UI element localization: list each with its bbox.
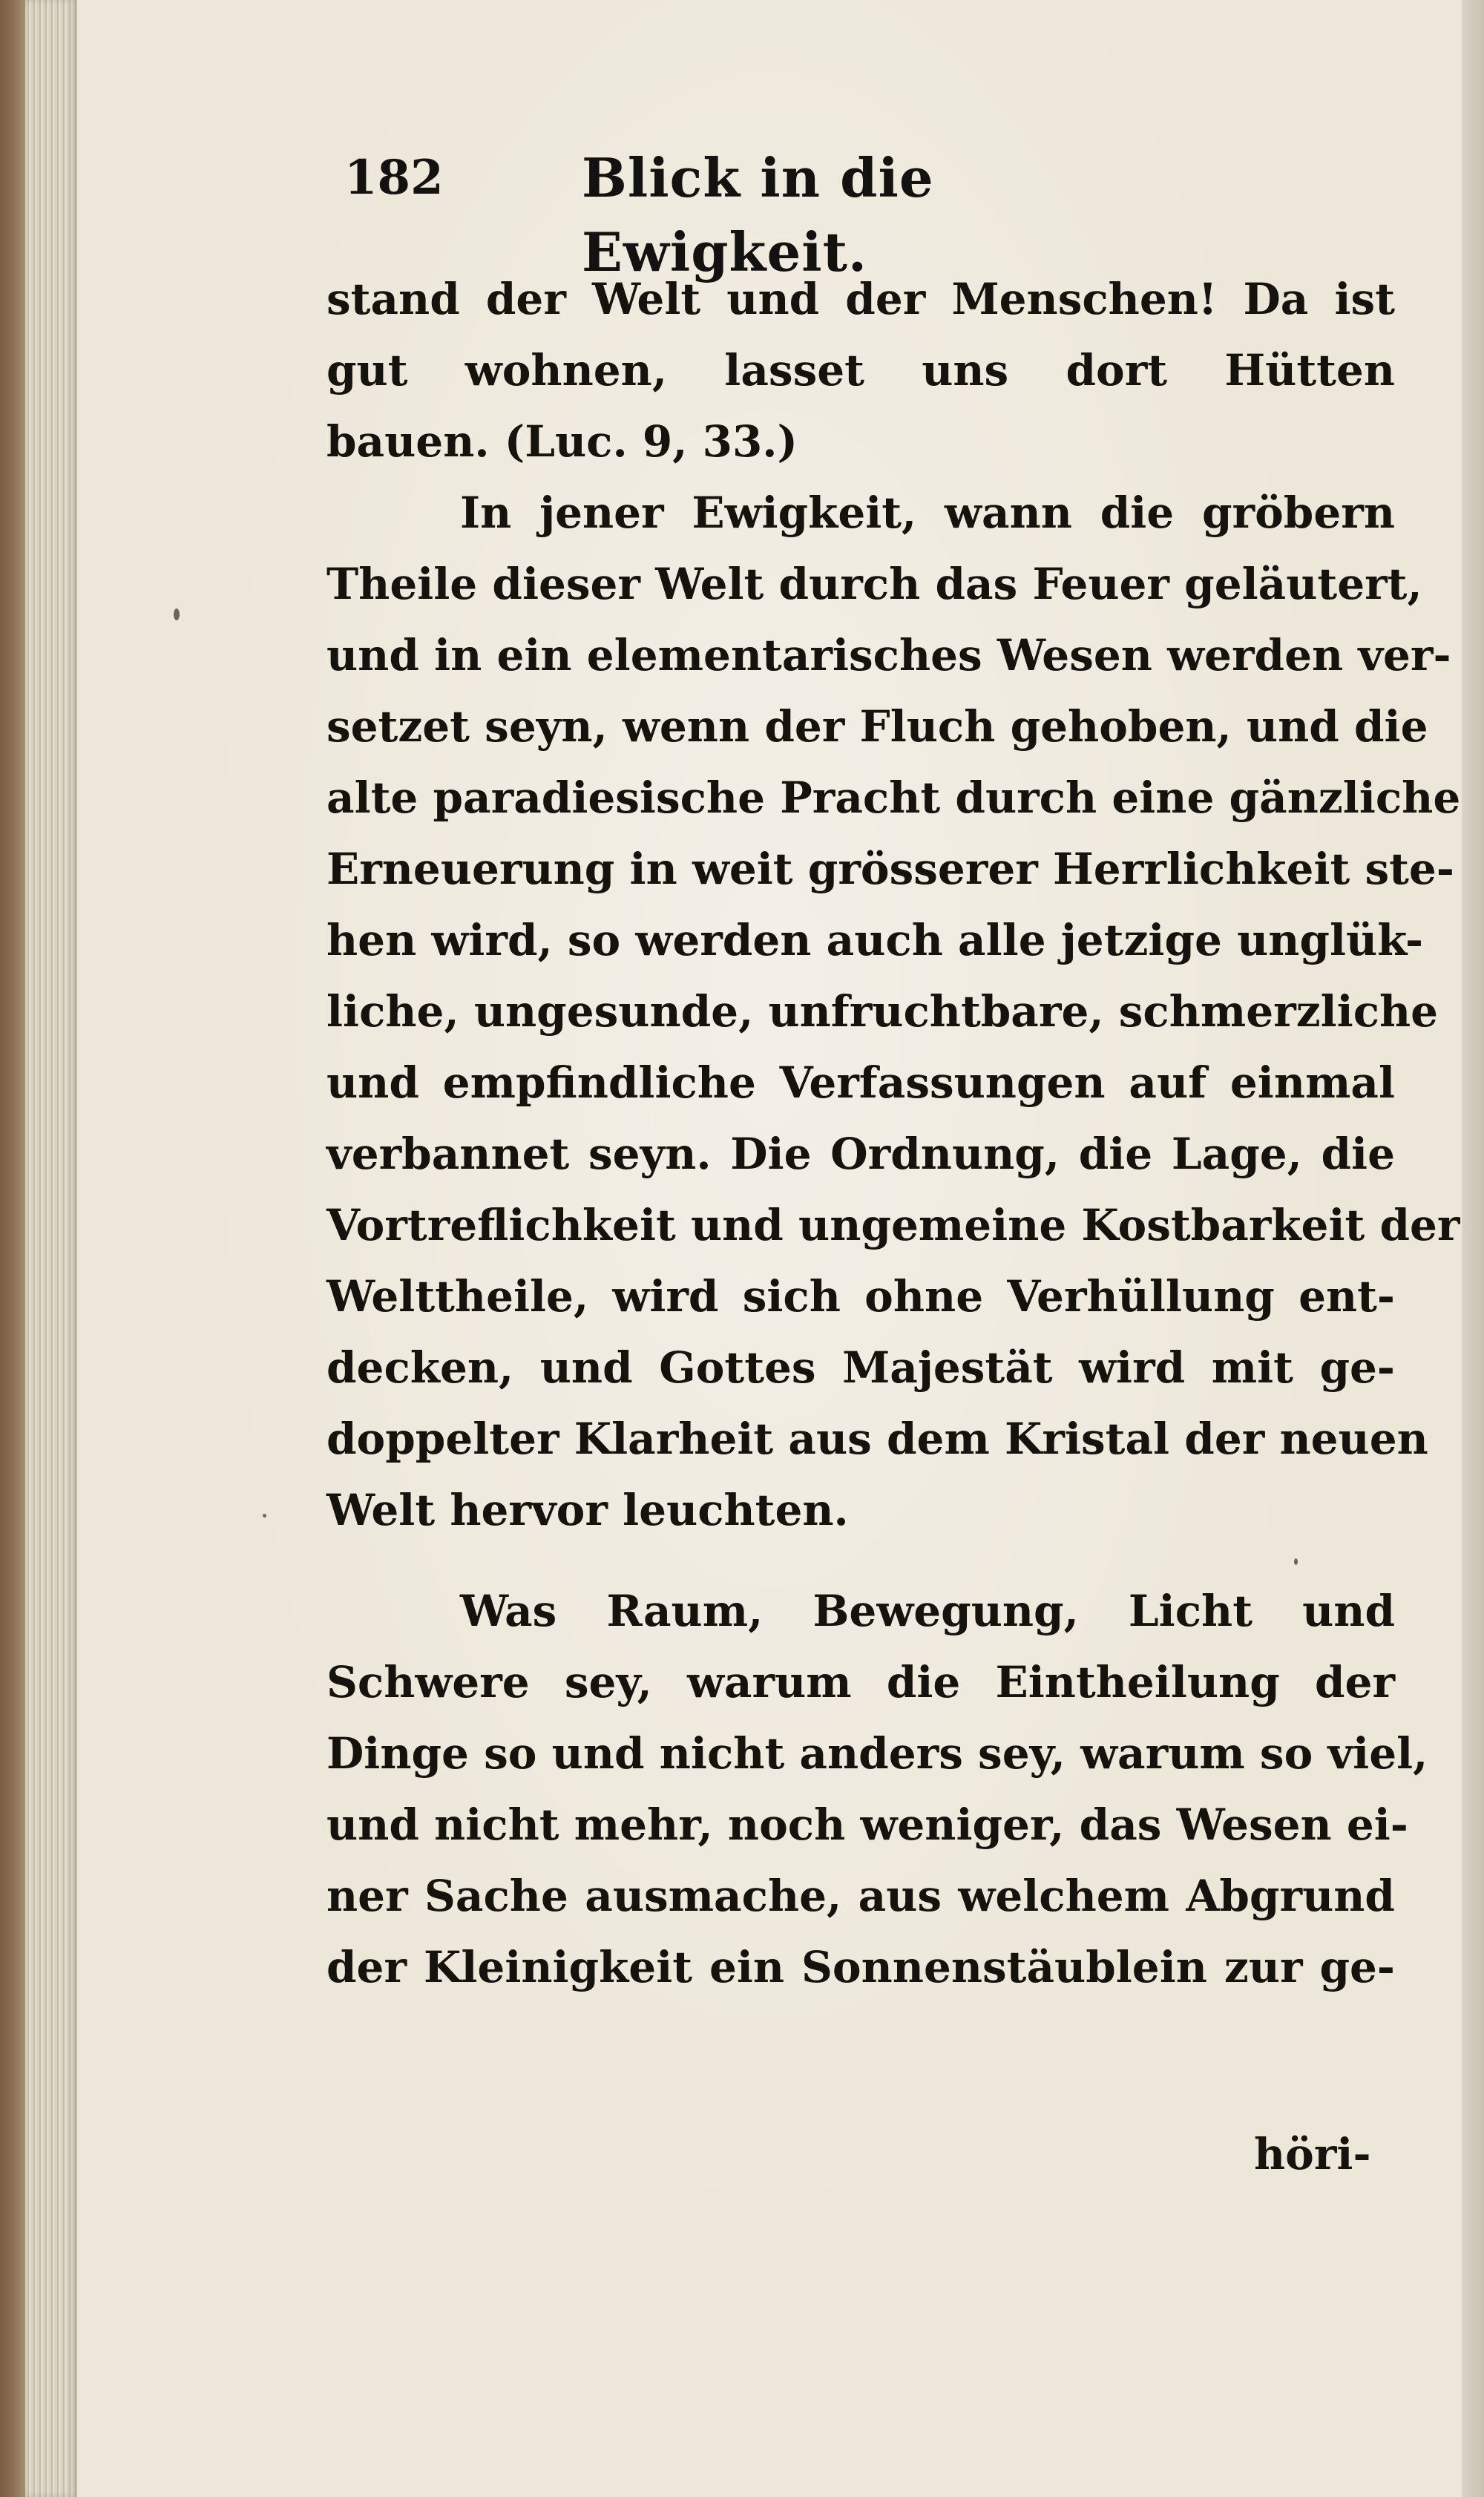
text-line: stand der Welt und der Menschen! Da ist <box>326 274 1395 324</box>
text-line: Was Raum, Bewegung, Licht und <box>460 1586 1395 1636</box>
text-line: ner Sache ausmache, aus welchem Abgrund <box>326 1871 1395 1921</box>
text-line: und in ein elementarisches Wesen werden ver- <box>326 630 1451 680</box>
running-title: Blick in die Ewigkeit. <box>582 146 934 283</box>
book-binding <box>0 0 25 2497</box>
catchword: höri- <box>1254 2129 1371 2179</box>
text-line: In jener Ewigkeit, wann die gröbern <box>460 488 1395 538</box>
text-line: Dinge so und nicht anders sey, warum so viel, <box>326 1728 1428 1779</box>
body-text <box>326 263 1461 2003</box>
text-line: doppelter Klarheit aus dem Kristal der neuen <box>326 1414 1428 1464</box>
paragraph-gap <box>326 1546 1395 1575</box>
text-line: Schwere sey, warum die Eintheilung der <box>326 1657 1395 1707</box>
text-line: bauen. (Luc. 9, 33.) <box>326 416 798 467</box>
page-edges <box>25 0 77 2497</box>
page-number: 182 <box>344 150 444 206</box>
text-line: alte paradiesische Pracht durch eine gänzliche <box>326 772 1461 823</box>
text-line: liche, ungesunde, unfruchtbare, schmerzliche <box>326 986 1439 1037</box>
right-page-edge <box>1462 0 1484 2497</box>
text-line: gut wohnen, lasset uns dort Hütten <box>326 345 1395 396</box>
text-line: Welttheile, wird sich ohne Verhüllung ent- <box>326 1271 1395 1322</box>
text-line: Vortreflichkeit und ungemeine Kostbarkeit der <box>326 1200 1460 1250</box>
text-line: verbannet seyn. Die Ordnung, die Lage, die <box>326 1129 1395 1179</box>
text-line: setzet seyn, wenn der Fluch gehoben, und die <box>326 701 1428 752</box>
text-line: der Kleinigkeit ein Sonnenstäublein zur ge- <box>326 1942 1395 1992</box>
paper-speck <box>263 1514 266 1517</box>
text-line: und empfindliche Verfassungen auf einmal <box>326 1057 1395 1108</box>
text-line: Theile dieser Welt durch das Feuer geläutert, <box>326 559 1422 609</box>
text-line: und nicht mehr, noch weniger, das Wesen ei- <box>326 1799 1408 1850</box>
text-line: hen wird, so werden auch alle jetzige unglük- <box>326 915 1424 965</box>
page-header <box>344 141 1198 283</box>
paper-speck <box>174 608 180 620</box>
text-line: Welt hervor leuchten. <box>326 1485 849 1535</box>
text-line: decken, und Gottes Majestät wird mit ge- <box>326 1342 1395 1393</box>
text-line: Erneuerung in weit grösserer Herrlichkeit ste- <box>326 844 1454 894</box>
